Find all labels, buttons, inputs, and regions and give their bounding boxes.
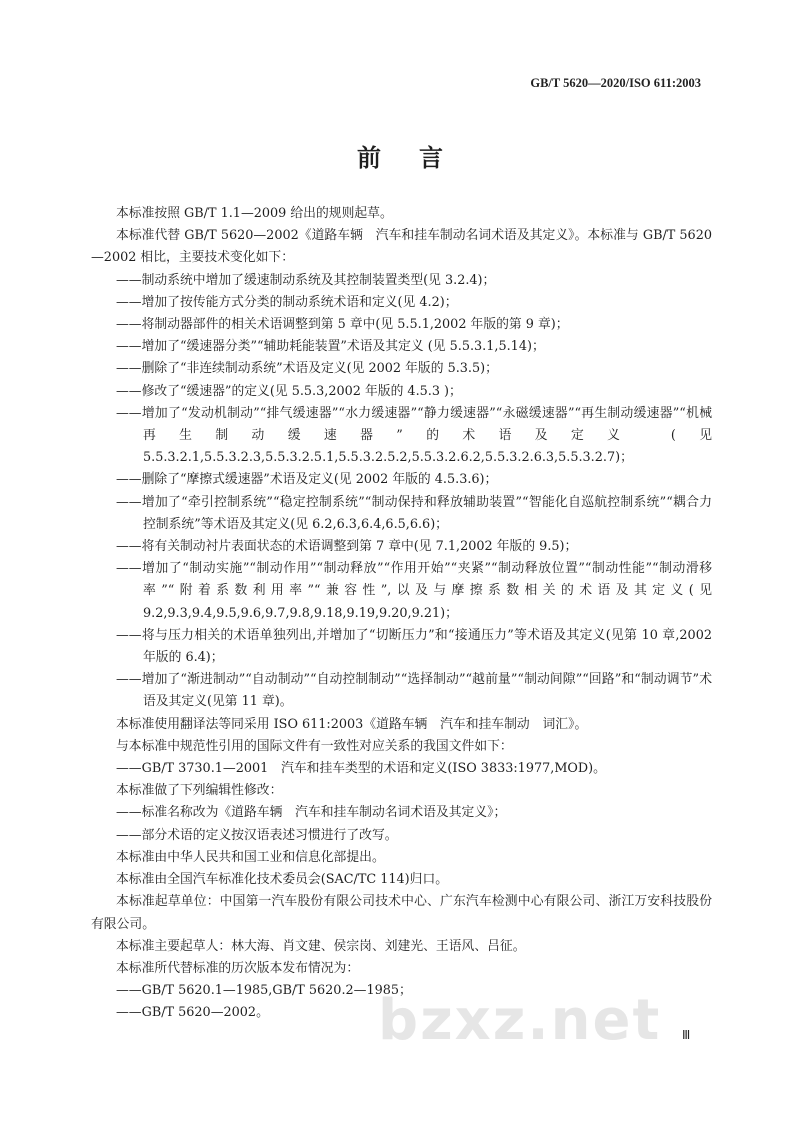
list-item: ——将有关制动衬片表面状态的术语调整到第 7 章中(见 7.1,2002 年版的 9.5)； — [116, 539, 578, 555]
list-item: ——修改了“缓速器”的定义(见 5.5.3,2002 年版的 4.5.3 )； — [116, 383, 462, 399]
page-title: 前言 — [357, 144, 481, 172]
foreword-body — [91, 203, 712, 1025]
list-item: ——增加了“发动机制动”“排气缓速器”“水力缓速器”“静力缓速器”“永磁缓速器”“再生制动缓速器”“机械再生制动缓速器”的术语及定义 (见 5.5.3.2.1,5.5.3.2.3,5.5.3.2.5.1,5.5.3.2.5.2,5.5.3.2.6.2,5.5.3.2.6.3,5.5.3.2.7)； — [116, 405, 712, 466]
list-item: ——增加了“制动实施”“制动作用”“制动释放”“作用开始”“夹紧”“制动释放位置”“制动性能”“制动滑移率”“附着系数利用率”“兼容性”,以及与摩擦系数相关的术语及其定义(见 9.2,9.3,9.4,9.5,9.6,9.7,9.8,9.18,9.19,9.20,9.21)； — [116, 561, 712, 621]
list-item: ——将与压力相关的术语单独列出,并增加了“切断压力”和“接通压力”等术语及其定义(见第 10 章,2002 年版的 6.4)； — [116, 627, 712, 666]
paragraph: 本标准由全国汽车标准化技术委员会(SAC/TC 114)归口。 — [116, 872, 449, 888]
paragraph: 本标准按照 GB/T 1.1—2009 给出的规则起草。 — [116, 206, 393, 221]
paragraph: 本标准起草单位：中国第一汽车股份有限公司技术中心、广东汽车检测中心有限公司、浙江万安科技股份有限公司。 — [91, 894, 712, 932]
list-item: ——GB/T 3730.1—2001 汽车和挂车类型的术语和定义(ISO 3833:1977,MOD)。 — [116, 761, 606, 777]
list-item: ——增加了“渐进制动”“自动制动”“自动控制制动”“选择制动”“越前量”“制动间隙”“回路”和“制动调节”术语及其定义(见第 11 章)。 — [116, 672, 712, 710]
list-item: ——制动系统中增加了缓速制动系统及其控制装置类型(见 3.2.4)； — [116, 272, 496, 288]
watermark-text: bzxz.net — [378, 988, 662, 1053]
list-item: ——标准名称改为《道路车辆 汽车和挂车制动名词术语及其定义》； — [116, 805, 507, 821]
list-item: ——GB/T 5620.1—1985,GB/T 5620.2—1985； — [116, 983, 412, 999]
paragraph: 本标准做了下列编辑性修改： — [116, 783, 283, 799]
list-item: ——删除了“非连续制动系统”术语及定义(见 2002 年版的 5.3.5)； — [116, 361, 498, 377]
list-item: ——增加了“缓速器分类”“辅助耗能装置”术语及其定义 (见 5.5.3.1,5.14)； — [116, 339, 545, 355]
standard-code-header: GB/T 5620—2020/ISO 611:2003 — [530, 76, 701, 90]
list-item: ——增加了“牵引控制系统”“稳定控制系统”“制动保持和释放辅助装置”“智能化自巡航控制系统”“耦合力控制系统”等术语及其定义(见 6.2,6.3,6.4,6.5,6.6)； — [116, 494, 712, 532]
list-item: ——删除了“摩擦式缓速器”术语及定义(见 2002 年版的 4.5.3.6)； — [116, 472, 498, 488]
list-item: ——将制动器部件的相关术语调整到第 5 章中(见 5.5.1,2002 年版的第 9 章)； — [116, 317, 569, 333]
list-item: ——GB/T 5620—2002。 — [116, 1005, 269, 1021]
paragraph: 本标准代替 GB/T 5620—2002《道路车辆 汽车和挂车制动名词术语及其定义》。本标准与 GB/T 5620—2002 相比，主要技术变化如下： — [91, 228, 712, 266]
paragraph: 本标准主要起草人：林大海、肖文建、侯宗岗、刘建光、王语风、吕征。 — [116, 938, 526, 954]
list-item: ——部分术语的定义按汉语表述习惯进行了改写。 — [116, 827, 398, 843]
paragraph: 与本标准中规范性引用的国际文件有一致性对应关系的我国文件如下： — [116, 738, 513, 754]
paragraph: 本标准由中华人民共和国工业和信息化部提出。 — [116, 849, 385, 865]
paragraph: 本标准所代替标准的历次版本发布情况为： — [116, 960, 360, 976]
paragraph: 本标准使用翻译法等同采用 ISO 611:2003《道路车辆 汽车和挂车制动 词汇》。 — [116, 716, 588, 732]
list-item: ——增加了按传能方式分类的制动系统术语和定义(见 4.2)； — [116, 294, 458, 310]
page-number: Ⅲ — [682, 1028, 691, 1042]
